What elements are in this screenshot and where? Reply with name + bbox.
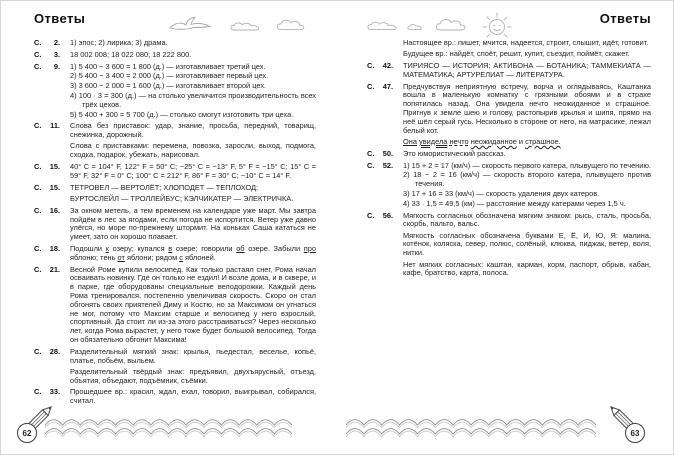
entry-number: 28. <box>49 346 60 356</box>
answer-subitem: 1) 5 400 − 3 600 = 1 800 (д.) — изготавливает третий цех. <box>70 61 266 71</box>
answer-paragraph: Прошедшее вр.: красил, ждал, ехал, говорил, выигрывал, собирался, считал. <box>70 387 316 406</box>
answer-paragraph: Мягкость согласных обозначена мягким знаком: рысь, сталь, просьба, скорбь, пальто, вальс. <box>403 210 651 229</box>
entry-number: 33. <box>49 387 60 397</box>
entry-number: 52. <box>382 160 393 170</box>
answer-entry <box>34 266 316 345</box>
entry-page-ref: С. <box>367 210 375 220</box>
answer-paragraph: 1) эпос; 2) лирика; 3) драма. <box>70 38 168 47</box>
answer-paragraph: Предчувствуя неприятную встречу, ворча и оглядываясь, Каштанка вошла в маленькую комнатку с грязными обоями и в страхе попятилась назад. Она увидела нечто неожиданное и страшное. Пригнув к земле шею и голову, растопырив крылья и шипя, прямо на неё шёл серый гусь. Несколько в стороне от него, на матрасике, лежал белый кот. <box>403 81 651 135</box>
cloud-icon <box>435 15 473 33</box>
entry-number: 2. <box>53 38 60 47</box>
waves-decoration <box>45 419 292 441</box>
answer-paragraph: Разделительный твёрдый знак: предъявил, двухъярусный, отъезд, объятия, объедают, подъёмник, съёмки. <box>70 366 316 385</box>
entry-page-ref: С. <box>34 243 42 253</box>
answer-entry <box>34 63 316 120</box>
entry-number: 9. <box>53 61 60 71</box>
left-entries <box>34 39 316 406</box>
answer-paragraph: Весной Роме купили велосипед. Как только растаял снег, Рома начал осваивать новинку. Где он только не ездил! И возле дома, и в сквере, и в парке, где оборудованы специальные велодорожки. Каждый день Рома тренировался, постепенно увеличивая скорость. Скоро он стал обгонять своих приятелей Диму и Костю, но за Максимом он угнаться не мог, потому что Максим старше и велосипед у него взрослый, спортивный. Да стоит ли из-за этого расстраиваться? Через несколько лет, когда Рома вырастет, у него тоже будет большой велосипед. Тогда он обязательно обгонит Максима! <box>70 264 316 344</box>
entry-page-ref: С. <box>367 81 375 91</box>
answer-paragraph: За окном метель, а тем временем на календаре уже март. Мы завтра пойдём в лес за ягодами, если погода не испортится. Ветер уже давно улёгся, но море по-прежнему штормит. На коньках Саша кататься не умеет, зато он хорошо плавает. <box>70 205 316 242</box>
answer-entry <box>367 150 651 159</box>
answer-entry <box>34 39 316 48</box>
answer-paragraph: Мягкость согласных обозначена буквами Е, Ё, И, Ю, Я: малина, котёнок, коляска, север, полюс, солёный, клюква, пиджак, ветер, воля, нитки. <box>403 230 651 258</box>
page-number: 62 <box>22 428 32 438</box>
right-page-header <box>367 9 651 35</box>
answer-entry <box>367 162 651 209</box>
answer-paragraph <box>70 245 316 263</box>
text-run: и <box>516 136 526 146</box>
entry-body <box>70 39 316 48</box>
answer-subitem: 4) 33 · 1,5 = 49,5 (км) — расстояние между катерами через 1,5 ч. <box>403 198 626 208</box>
entry-page-ref: С. <box>367 61 375 71</box>
answer-paragraph: Это юмористический рассказ. <box>403 148 506 158</box>
entry-body <box>70 184 316 204</box>
entry-body <box>403 162 651 209</box>
entry-body <box>403 83 651 147</box>
left-page-header <box>34 9 316 35</box>
answer-entry <box>34 122 316 160</box>
text-run: озеру; купался <box>108 243 169 253</box>
text-run: яблоню; тень <box>70 252 118 262</box>
pencil-icon <box>607 399 649 451</box>
entry-body <box>403 39 651 59</box>
text-run: неожиданное <box>470 136 517 146</box>
entry-body <box>70 207 316 242</box>
answer-paragraph: Настоящее вр.: пишет, мчится, надеется, строит, слышит, идёт, готовит. <box>403 38 649 47</box>
answer-paragraph: ТЕТРОВЕЛ — ВЕРТОЛЁТ; ХЛОПОДЕТ — ТЕПЛОХОД; <box>70 182 259 192</box>
entry-number: 11. <box>50 121 60 131</box>
entry-number: 15. <box>49 182 60 192</box>
text-run: нечто <box>449 136 469 146</box>
bird-icon <box>168 15 212 37</box>
right-page-footer <box>338 396 674 455</box>
entry-body <box>70 266 316 345</box>
entry-number: 3. <box>53 49 60 59</box>
answer-entry <box>34 163 316 181</box>
answer-entry <box>34 348 316 386</box>
entry-page-ref: С. <box>34 49 42 59</box>
answer-paragraph: Нет мягких согласных: каштан, карман, корм, паспорт, обрыв, кабан, кафе, братство, карта, полоса. <box>403 259 651 278</box>
text-run: Она <box>403 136 417 146</box>
answer-paragraph-parsed <box>403 138 651 147</box>
answer-paragraph: Будущее вр.: найдёт, споёт, решит, купит, съездит, поймёт, скажет. <box>403 49 630 59</box>
text-run: озере. Забыли <box>244 243 304 253</box>
answer-paragraph: БУРТОСЛЕЙЛ — ТРОЛЛЕЙБУС; КЭЛЧИКАТЕР — ЭЛЕКТРИЧКА. <box>70 193 294 203</box>
answer-paragraph: 18 002 008; 18 022 080; 18 222 800. <box>70 49 192 59</box>
text-run: озере; говорили <box>172 243 237 253</box>
answers-page-left <box>1 1 338 455</box>
entry-page-ref: С. <box>34 61 42 71</box>
answer-subitem: 2) 18 − 2 = 16 (км/ч) — скорость второго катера, плывущего против течения. <box>403 170 651 189</box>
answer-paragraph: Слова без приставок: удар, знание, просьба, передний, товарищ, снежинка, дорожный. <box>70 121 316 140</box>
answer-subitem: 1) 15 + 2 = 17 (км/ч) — скорость первого катера, плывущего по течению. <box>403 160 651 170</box>
text-run: об <box>236 243 245 253</box>
left-page-footer <box>1 396 338 455</box>
entry-body <box>403 62 651 80</box>
text-run: с <box>179 252 183 262</box>
cloud-icon <box>276 16 312 32</box>
entry-page-ref: С. <box>34 346 42 356</box>
entry-number: 16. <box>49 205 60 215</box>
waves-decoration <box>346 419 596 441</box>
answer-entry <box>367 83 651 147</box>
entry-body <box>403 212 651 279</box>
entry-body <box>70 245 316 263</box>
answer-subitem: 4) 100 · 3 = 300 (д.) — на столько увеличится производительность всех трёх цехов. <box>70 90 316 109</box>
entry-page-ref: С. <box>34 38 42 47</box>
answer-paragraph: Разделительный мягкий знак: крылья, пьедестал, веселье, копьё, платье, побьём, выльем. <box>70 346 316 365</box>
entry-number: 47. <box>382 81 393 91</box>
entry-page-ref: С. <box>34 182 42 192</box>
text-run: увидела <box>419 136 448 146</box>
answer-entry <box>34 51 316 60</box>
answers-page-right <box>338 1 674 455</box>
text-run: яблоней. <box>182 252 216 262</box>
text-run: в <box>168 243 173 253</box>
text-run: от <box>117 252 125 262</box>
entry-number: 15. <box>49 162 60 172</box>
entry-page-ref: С. <box>367 160 375 170</box>
entry-page-ref: С. <box>34 264 42 274</box>
entry-page-ref: С. <box>34 121 42 131</box>
entry-page-ref: С. <box>367 148 375 158</box>
answer-entry <box>34 207 316 242</box>
entry-body <box>70 348 316 386</box>
text-run: Подошли <box>70 243 106 253</box>
answer-subitem: 5) 5 400 + 300 = 5 700 (д.) — столько смогут изготовить три цеха. <box>70 109 294 119</box>
page-title: Ответы <box>34 11 86 26</box>
entry-body <box>70 163 316 181</box>
page-title: Ответы <box>599 11 651 26</box>
entry-number: 42. <box>382 61 393 71</box>
cloud-icon <box>407 22 427 31</box>
entry-page-ref: С. <box>34 162 42 172</box>
answer-entry <box>367 62 651 80</box>
entry-number <box>380 39 393 59</box>
entry-body <box>70 122 316 160</box>
text-run: к <box>105 243 109 253</box>
answer-paragraph: ТИРИЯСО — ИСТОРИЯ; АКТИБОНА — БОТАНИКА; ТАММЕКИАТА — МАТЕМАТИКА; АРТУРЕЛИАТ — ЛИТЕРАТУРА. <box>403 61 651 79</box>
answer-entry <box>34 245 316 263</box>
entry-body <box>70 63 316 120</box>
answer-entry <box>367 212 651 279</box>
answer-paragraph: Слова с приставками: перемена, повозка, заросли, выход, подмога, сходка, подарок, убежать, нарисовал. <box>70 141 316 160</box>
entry-body <box>70 51 316 60</box>
entry-number: 18. <box>49 243 60 253</box>
entry-body <box>403 150 651 159</box>
cloud-icon <box>230 20 260 32</box>
pencil-icon <box>13 399 55 451</box>
entry-page-ref <box>367 39 380 59</box>
entry-number: 56. <box>382 210 393 220</box>
text-run: про <box>303 243 317 253</box>
entry-page-ref: С. <box>34 205 42 215</box>
answer-paragraph: 40° С = 104° F, 122° F = 50° С; −25° С = −13° F, 5° F = −15° С; 15° С = 59° F, 32° F = 0° С; 100° С = 212° F, 86° F = 30° С; −10° С = 14° F. <box>70 162 316 180</box>
right-entries <box>367 39 651 278</box>
answer-entry <box>34 184 316 204</box>
entry-number: 50. <box>382 148 393 158</box>
text-run: яблони; рядом <box>124 252 180 262</box>
answer-entry <box>367 39 651 59</box>
answer-subitem: 2) 5 400 − 3 400 = 2 000 (д.) — изготавливает первый цех. <box>70 71 269 81</box>
cloud-icon <box>367 19 399 32</box>
text-run: страшное. <box>525 136 561 146</box>
page-number: 63 <box>630 428 640 438</box>
answer-subitem: 3) 3 600 − 2 000 = 1 600 (д.) — изготавливает второй цех. <box>70 81 267 91</box>
entry-number: 21. <box>49 264 60 274</box>
entry-page-ref: С. <box>34 387 42 397</box>
answer-subitem: 3) 17 + 16 = 33 (км/ч) — скорость удаления двух катеров. <box>403 188 600 198</box>
